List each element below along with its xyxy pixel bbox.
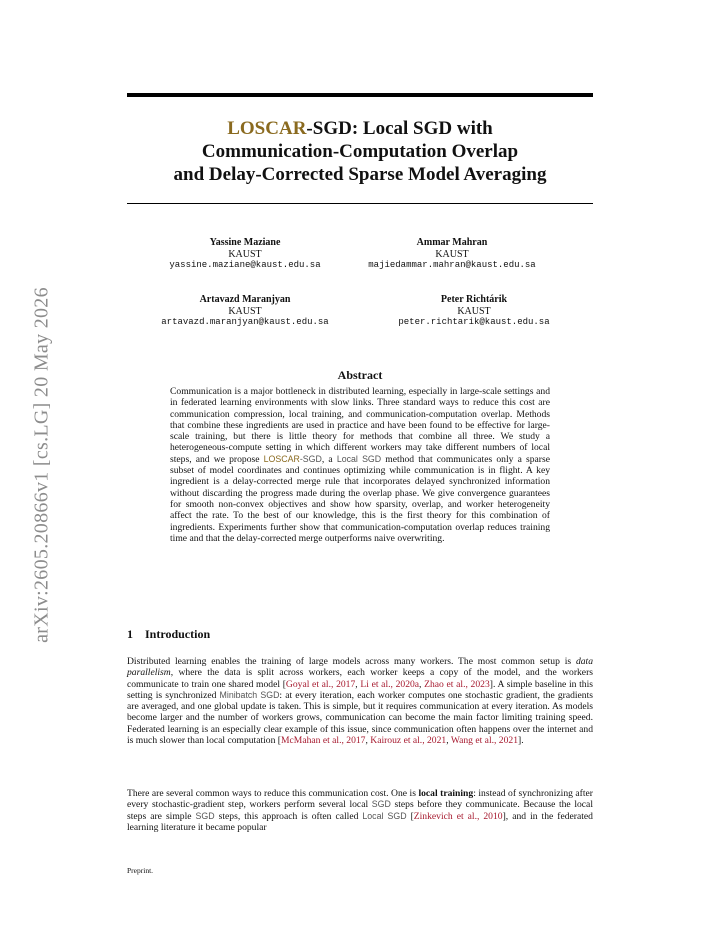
preprint-footer: Preprint. [127, 866, 154, 875]
author-affiliation: KAUST [435, 248, 469, 260]
author-block-1 [135, 237, 355, 272]
arxiv-id-text: arXiv:2605.20866v1 [cs.LG] 20 May 2026 [30, 287, 53, 643]
method-sgd: SGD [371, 799, 391, 810]
citation-link[interactable]: Zhao et al., 2023 [424, 678, 490, 690]
citation-link[interactable]: McMahan et al., 2017 [281, 735, 366, 747]
section-number: 1 [127, 627, 133, 641]
text-run: [ [406, 810, 414, 822]
author-name: Ammar Mahran [416, 237, 488, 248]
title-top-rule [127, 93, 593, 97]
citation-link[interactable]: Goyal et al., 2017 [285, 678, 356, 690]
title-brand: LOSCAR [227, 118, 307, 139]
paper-title [127, 117, 593, 186]
text-run: ]. [518, 735, 524, 747]
author-email: majiedammar.mahran@kaust.edu.sa [368, 260, 536, 270]
abstract-heading: Abstract [337, 368, 383, 382]
text-run: : at every iteration, each worker computes one stochastic gradient, the gradients are averaged, and one global update is taken. This is simple, but it requires communication at every iteration. As models become larger and the number of workers grows, communication can become the main factor limiting training speed. Federated learning is an especially clear example of this issue, since communication often happens over the internet and is much slower than local computation [ [127, 689, 594, 747]
title-line1-rest: -SGD: Local SGD with [306, 118, 493, 139]
author-affiliation: KAUST [228, 248, 262, 260]
intro-paragraph-2 [127, 788, 593, 833]
citation-link[interactable]: Li et al., 2020a [360, 678, 420, 690]
author-name: Artavazd Maranjyan [199, 294, 291, 305]
citation-link[interactable]: Kairouz et al., 2021 [370, 735, 447, 747]
bold-term: local training [418, 788, 474, 799]
method-local-sgd: Local SGD [336, 453, 382, 464]
text-run: , [446, 735, 451, 747]
text-run: , [365, 735, 371, 747]
citation-link[interactable]: Zinkevich et al., 2010 [413, 810, 503, 822]
intro-paragraph-1 [127, 656, 593, 746]
text-run: : instead of synchronizing after every stochastic-gradient step, workers perform several local [127, 788, 593, 811]
title-line3: and Delay-Corrected Sparse Model Averaging [173, 164, 547, 185]
section-heading [127, 627, 210, 642]
method-minibatch-sgd: Minibatch SGD [219, 689, 280, 700]
citation-link[interactable]: Wang et al., 2021 [450, 735, 518, 747]
title-bottom-rule [127, 203, 593, 204]
section-title: Introduction [145, 627, 211, 641]
text-run: , [355, 678, 361, 690]
abstract-part: Communication is a major bottleneck in distributed learning, especially in large-scale settings and in federated learning environments with slow links. Three standard ways to reduce this cost are communication compression, local training, and communication-computation overlap. Methods that combine these ingredients are used in practice and have been found to be effective for large-scale training, but there is little theory for methods that combine all three. We study a heterogeneous-compute setting in which different workers may take different numbers of local steps, and we propose [170, 386, 550, 465]
abstract-part: , a [321, 453, 337, 465]
author-email: peter.richtarik@kaust.edu.sa [398, 317, 550, 327]
text-run: steps before they communicate. Because the local steps are simple [127, 799, 593, 822]
arxiv-identifier [22, 255, 62, 675]
author-block-3 [135, 294, 355, 329]
author-email: yassine.maziane@kaust.edu.sa [169, 260, 321, 270]
author-affiliation: KAUST [228, 305, 262, 317]
method-local-sgd: Local SGD [362, 810, 407, 821]
text-run: Distributed learning enables the training of large models across many workers. The most common setup is [127, 656, 576, 667]
method-name-suffix: -SGD [299, 453, 322, 464]
title-line2: Communication-Computation Overlap [201, 141, 519, 162]
author-block-2 [342, 237, 562, 272]
text-run: ], and in the federated learning literature it became popular [127, 810, 593, 833]
method-name-brand: LOSCAR [263, 453, 300, 464]
author-name: Yassine Maziane [209, 237, 281, 248]
text-run: steps, this approach is often called [214, 810, 363, 822]
method-sgd: SGD [195, 810, 215, 821]
abstract-part: method that communicates only a sparse subset of model coordinates and continues optimizing while communication is in flight. A key ingredient is a delay-corrected merge rule that incorporates delayed synchronized information without discarding the progress made during the overlap phase. We give convergence guarantees for smooth non-convex objectives and show how sparsity, overlap, and worker heterogeneity affect the rate. To the best of our knowledge, this is the first theory for this combination of ingredients. Experiments further show that communication-computation overlap reduces training time and that the delay-corrected merge outperforms naive overwriting. [170, 453, 550, 544]
text-run: , [419, 678, 425, 690]
author-block-4 [364, 294, 584, 329]
abstract-text [170, 386, 550, 544]
author-email: artavazd.maranjyan@kaust.edu.sa [161, 317, 329, 327]
emphasis: data parallelism [127, 656, 593, 679]
text-run: ]. A simple baseline in this setting is synchronized [127, 678, 593, 701]
author-affiliation: KAUST [457, 305, 491, 317]
text-run: There are several common ways to reduce this communication cost. One is [127, 788, 419, 799]
author-name: Peter Richtárik [440, 294, 508, 305]
text-run: , where the data is split across workers, each worker keeps a copy of the model, and the workers communicate to train one shared model [ [127, 667, 593, 690]
